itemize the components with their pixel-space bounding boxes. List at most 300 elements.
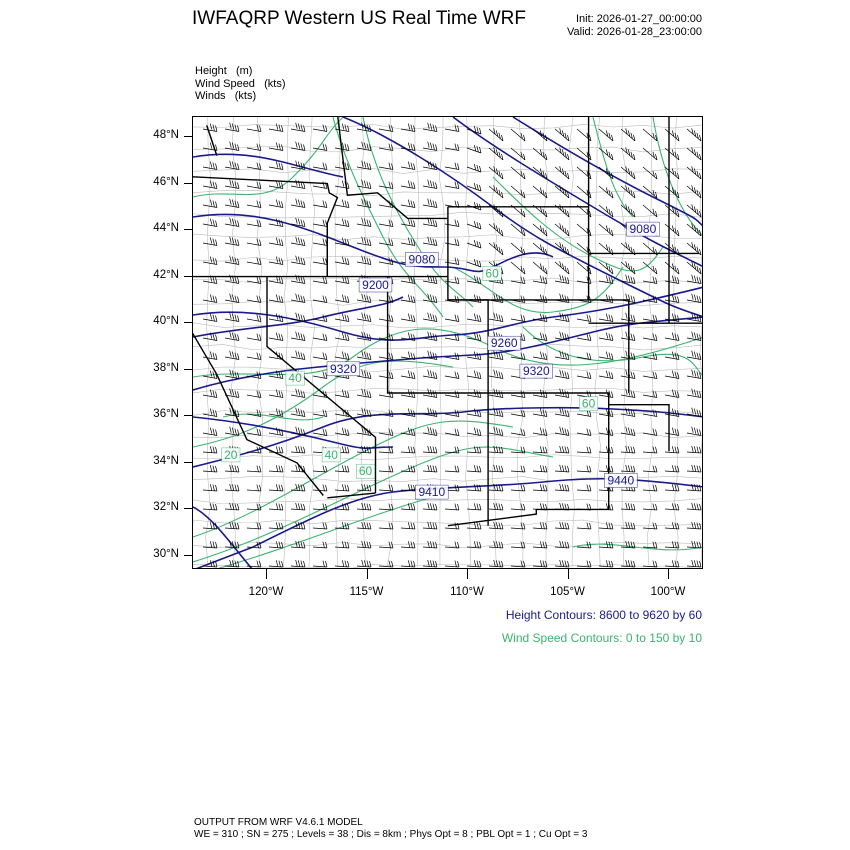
lat-tick	[184, 183, 192, 184]
wind-speed-contour	[193, 421, 513, 537]
wind-barb	[269, 200, 283, 208]
wind-barb	[357, 503, 371, 510]
wind-barb	[445, 125, 459, 132]
wind-barb	[599, 295, 613, 303]
wind-barb	[313, 561, 327, 567]
wind-barb	[225, 332, 239, 341]
wind-barb	[533, 428, 547, 436]
lon-tick	[367, 569, 368, 579]
wind-barb	[665, 276, 679, 284]
lat-tick	[184, 508, 192, 509]
lat-tick-label: 42°N	[153, 268, 179, 281]
state-border	[448, 509, 536, 525]
wind-barb	[533, 167, 547, 179]
map-panel	[192, 116, 703, 569]
height-contour-label: 9080	[629, 222, 657, 237]
footer-model: OUTPUT FROM WRF V4.6.1 MODEL	[194, 817, 363, 828]
height-contour-label: 9440	[607, 473, 635, 488]
county-line	[674, 117, 678, 567]
wind-barb	[555, 484, 569, 491]
wind-barb	[225, 180, 239, 189]
wind-barb	[599, 314, 613, 322]
wind-barb	[511, 429, 525, 436]
wind-barb	[687, 351, 701, 360]
wind-barb	[445, 504, 459, 510]
lat-tick-label: 32°N	[153, 501, 179, 514]
wind-barb	[291, 123, 305, 132]
wind-barb	[313, 334, 327, 341]
wind-barb	[555, 522, 569, 529]
wind-barb	[203, 484, 217, 491]
wind-barb	[247, 353, 261, 360]
wind-barb	[423, 161, 437, 170]
wind-barb	[401, 541, 415, 548]
lon-tick-label: 105°W	[550, 586, 585, 598]
wind-barb	[665, 503, 679, 510]
wind-barb	[313, 201, 327, 208]
wind-barb	[445, 239, 459, 246]
footer-config: WE = 310 ; SN = 275 ; Levels = 38 ; Dis = 8km ; Phys Opt = 8 ; PBL Opt = 1 ; Cu Opt = 3	[194, 828, 588, 840]
height-contour	[193, 297, 403, 337]
wind-barb	[313, 296, 327, 303]
wind-barb	[379, 485, 393, 491]
lon-tick-label: 120°W	[248, 586, 284, 598]
wind-barb	[379, 163, 393, 170]
wind-barb	[467, 371, 481, 379]
wind-barb	[247, 315, 261, 322]
wind-barb	[555, 560, 569, 567]
wind-barb	[269, 333, 283, 341]
wind-barb	[665, 129, 679, 141]
height-contour-label: 9410	[418, 485, 446, 500]
county-line	[595, 117, 601, 567]
wind-barb	[687, 147, 701, 160]
wind-barb	[577, 353, 591, 360]
lat-tick	[184, 322, 192, 323]
wind-barb	[555, 427, 569, 436]
wind-barb	[511, 391, 525, 398]
wind-barb	[313, 353, 327, 360]
wind-barb	[467, 465, 481, 472]
lat-tick	[184, 136, 192, 137]
wind-barb	[643, 315, 657, 322]
wind-barb	[445, 372, 459, 379]
wind-barb	[445, 163, 459, 170]
wind-barb	[291, 560, 305, 567]
wind-barb	[665, 262, 679, 274]
wind-barb	[599, 465, 613, 472]
wind-barb	[379, 220, 393, 227]
wind-barb	[467, 560, 481, 567]
county-line	[439, 117, 445, 567]
lat-tick	[184, 555, 192, 556]
wind-barb	[665, 333, 679, 341]
wind-barb	[665, 541, 679, 548]
wind-barb	[269, 503, 283, 510]
wind-barb	[313, 125, 327, 132]
wind-barb	[555, 128, 569, 141]
wind-barb	[687, 446, 701, 453]
wind-barb	[335, 257, 349, 265]
wind-barb	[665, 224, 679, 236]
wind-barb	[225, 218, 239, 227]
wind-barb	[511, 504, 525, 510]
wind-contour-label: 20	[224, 447, 238, 462]
wind-barb	[621, 204, 635, 217]
wind-barb	[379, 429, 393, 436]
wind-barb	[247, 561, 261, 567]
wind-barb	[511, 277, 525, 284]
wind-barb	[401, 314, 415, 322]
wind-barb	[643, 447, 657, 453]
wind-barb	[555, 223, 569, 236]
wind-barb	[379, 523, 393, 529]
height-contour-note: Height Contours: 8600 to 9620 by 60	[505, 608, 702, 622]
wind-barb	[533, 465, 547, 472]
wind-barb	[379, 466, 393, 472]
wind-barb	[269, 124, 283, 132]
wind-contour-label: 40	[288, 371, 302, 386]
wind-barb	[291, 142, 305, 151]
wind-barb	[577, 315, 591, 322]
wind-barb	[357, 256, 371, 265]
wind-barb	[511, 315, 525, 322]
wind-barb	[467, 145, 481, 153]
county-line	[647, 117, 653, 567]
wind-barb	[247, 258, 261, 265]
wind-barb	[423, 199, 437, 208]
wind-barb	[313, 258, 327, 265]
wind-barb	[203, 314, 217, 322]
wind-barb	[291, 351, 305, 360]
wind-barb	[445, 466, 459, 472]
wind-barb	[577, 523, 591, 529]
wind-barb	[687, 541, 701, 548]
wind-barb	[643, 485, 657, 491]
wind-barb	[621, 351, 635, 360]
wind-barb	[489, 313, 503, 322]
lat-tick-label: 46°N	[153, 175, 179, 188]
county-line	[193, 455, 703, 460]
wind-barb	[643, 148, 657, 160]
wind-barb	[687, 185, 701, 198]
wind-barb	[445, 315, 459, 322]
wind-barb	[599, 333, 613, 341]
wind-barb	[335, 560, 349, 567]
wind-barb	[555, 446, 569, 453]
wind-barb	[247, 466, 261, 472]
lon-tick-label: 110°W	[450, 586, 484, 598]
wind-barb	[357, 218, 371, 227]
height-contour	[193, 408, 703, 467]
wind-barb	[533, 352, 547, 360]
wind-barb	[423, 180, 437, 189]
wind-barb	[489, 465, 503, 472]
wind-barb	[445, 561, 459, 567]
lat-tick	[184, 462, 192, 463]
wind-barb	[313, 239, 327, 246]
wind-barb	[555, 465, 569, 472]
wind-barb	[555, 294, 569, 303]
wind-barb	[203, 428, 217, 436]
wind-barb	[335, 200, 349, 208]
wind-barb	[511, 466, 525, 472]
wind-barb	[291, 503, 305, 510]
wind-barb	[599, 446, 613, 453]
wind-barb	[577, 372, 591, 379]
wind-barb	[291, 256, 305, 265]
wind-barb	[335, 352, 349, 360]
wind-barb	[599, 352, 613, 360]
wind-barb	[203, 238, 217, 246]
wind-barb	[643, 542, 657, 548]
wind-barb	[335, 219, 349, 227]
wind-barb	[687, 166, 701, 179]
wind-barb	[445, 182, 459, 189]
wind-barb	[225, 142, 239, 151]
wind-barb	[577, 466, 591, 472]
wind-barb	[335, 162, 349, 170]
wind-barb	[533, 446, 547, 453]
height-contour-label: 9200	[362, 278, 389, 292]
wind-barb	[401, 522, 415, 529]
wind-barb	[225, 351, 239, 360]
wind-barb	[247, 239, 261, 246]
wind-barb	[313, 466, 327, 472]
wind-speed-contour	[213, 497, 433, 569]
wind-contour-label: 60	[485, 266, 499, 281]
wind-barb	[247, 201, 261, 208]
height-contour-label: 9080	[408, 252, 436, 267]
wind-barb	[665, 484, 679, 491]
wind-barb	[401, 446, 415, 453]
wind-barb	[291, 199, 305, 208]
wind-barb	[423, 541, 437, 548]
wind-barb	[225, 237, 239, 246]
wind-barb	[291, 180, 305, 189]
height-contour	[193, 214, 553, 271]
wind-barb	[599, 409, 613, 417]
wind-barb	[555, 541, 569, 548]
wind-barb	[313, 163, 327, 170]
wind-barb	[533, 262, 547, 274]
wind-barb	[313, 410, 327, 417]
lon-tick	[568, 569, 569, 579]
wind-barb	[291, 313, 305, 322]
wind-barb	[269, 465, 283, 472]
wind-contour-label: 40	[324, 447, 338, 462]
county-line	[569, 117, 574, 567]
wind-barb	[379, 504, 393, 510]
wind-barb	[467, 164, 481, 172]
run-times	[567, 13, 702, 39]
wind-barb	[643, 466, 657, 472]
wind-barb	[379, 391, 393, 398]
wind-barb	[577, 485, 591, 491]
wind-barb	[555, 370, 569, 379]
wind-barb	[445, 220, 459, 227]
wind-barb	[489, 185, 503, 198]
wind-barb	[203, 219, 217, 227]
wind-barb	[489, 147, 503, 160]
wind-barb	[269, 541, 283, 548]
lon-tick	[266, 569, 267, 579]
wind-contour-note: Wind Speed Contours: 0 to 150 by 10	[501, 631, 702, 645]
wind-barb	[423, 560, 437, 567]
wind-barb	[203, 465, 217, 472]
lat-tick	[184, 369, 192, 370]
wind-barb	[687, 503, 701, 510]
wind-barb	[467, 484, 481, 491]
wind-barb	[269, 238, 283, 246]
state-border	[193, 177, 337, 277]
init-time: Init: 2026-01-27_00:00:00	[576, 13, 702, 25]
wind-barb	[621, 427, 635, 436]
wind-barb	[313, 504, 327, 510]
wind-barb	[687, 389, 701, 398]
wind-barb	[423, 465, 437, 472]
wind-barb	[687, 522, 701, 529]
wind-barb	[467, 428, 481, 436]
wind-barb	[401, 124, 415, 132]
wind-barb	[643, 504, 657, 510]
wind-barb	[467, 221, 481, 229]
wind-barb	[511, 296, 525, 303]
wind-barb	[203, 446, 217, 453]
wind-speed-contour	[453, 267, 623, 313]
state-border	[589, 117, 629, 393]
wind-barb	[423, 370, 437, 379]
wind-barb	[269, 484, 283, 491]
height-contour	[193, 154, 343, 177]
county-line	[193, 366, 703, 372]
wind-barb	[225, 465, 239, 472]
lat-tick-label: 38°N	[153, 361, 179, 374]
wind-barb	[247, 485, 261, 491]
wind-barb	[533, 560, 547, 567]
wind-barb	[225, 161, 239, 170]
wind-barb	[401, 295, 415, 303]
wind-barb	[269, 409, 283, 417]
lat-tick-label: 36°N	[153, 408, 179, 421]
wind-barb	[621, 313, 635, 322]
wind-barb	[511, 167, 525, 179]
wind-barb	[599, 129, 613, 141]
wind-barb	[599, 148, 613, 160]
wind-barb	[401, 371, 415, 379]
wind-barb	[379, 353, 393, 360]
county-line	[206, 117, 211, 567]
county-line	[543, 117, 548, 567]
wind-barb	[665, 148, 679, 160]
wind-barb	[423, 427, 437, 436]
wind-barb	[335, 314, 349, 322]
county-line	[193, 124, 703, 129]
wind-barb	[665, 428, 679, 436]
wind-barb	[379, 372, 393, 379]
wind-barb	[379, 561, 393, 567]
wind-barb	[599, 428, 613, 436]
height-contour-label: 9320	[522, 364, 550, 379]
map-canvas	[193, 117, 703, 569]
wind-barb	[269, 390, 283, 398]
wind-barb	[533, 186, 547, 198]
lon-tick	[467, 569, 468, 579]
wind-barb	[599, 371, 613, 379]
wind-barb	[511, 243, 525, 255]
wind-barb	[621, 370, 635, 379]
lon-tick	[668, 569, 669, 579]
wind-barb	[555, 166, 569, 179]
wind-barb	[247, 182, 261, 189]
wind-barb	[489, 166, 503, 179]
lat-tick-label: 48°N	[153, 128, 179, 141]
lat-tick-label: 30°N	[153, 548, 179, 560]
wind-barb	[687, 261, 701, 274]
wind-barb	[621, 446, 635, 453]
wind-barb	[247, 125, 261, 132]
wind-barb	[577, 447, 591, 453]
wind-barb	[335, 484, 349, 491]
lat-tick	[184, 229, 192, 230]
wind-barb	[423, 142, 437, 151]
wind-barb	[203, 295, 217, 303]
wind-barb	[511, 485, 525, 491]
wind-barb	[665, 446, 679, 453]
wind-barb	[643, 334, 657, 341]
wind-barb	[599, 167, 613, 179]
wind-barb	[247, 334, 261, 341]
lat-tick	[184, 276, 192, 277]
wind-barb	[577, 429, 591, 436]
wind-barb	[511, 129, 525, 141]
field-wind-speed: Wind Speed (kts)	[195, 77, 286, 90]
field-height: Height (m)	[195, 65, 253, 77]
wind-barb	[467, 503, 481, 510]
wind-barb	[687, 128, 701, 141]
wind-barb	[489, 370, 503, 379]
wind-barb	[445, 258, 459, 265]
wind-barb	[621, 503, 635, 510]
wind-barb	[555, 351, 569, 360]
wind-barb	[687, 465, 701, 472]
field-winds: Winds (kts)	[195, 90, 257, 102]
wind-barb	[533, 295, 547, 303]
wind-barb	[489, 427, 503, 436]
height-contour-label: 9260	[490, 336, 518, 351]
wind-barb	[401, 162, 415, 170]
wind-barb	[225, 199, 239, 208]
wind-barb	[423, 123, 437, 132]
wind-barb	[379, 182, 393, 189]
wind-barb	[445, 447, 459, 453]
wind-barb	[291, 389, 305, 398]
height-contour-label: 9320	[330, 361, 357, 376]
wind-barb	[511, 262, 525, 274]
wind-barb	[665, 465, 679, 472]
wind-barb	[533, 484, 547, 491]
wind-barb	[489, 541, 503, 548]
wind-barb	[423, 446, 437, 453]
wind-barb	[511, 523, 525, 529]
wind-barb	[599, 560, 613, 567]
wind-barb	[643, 129, 657, 141]
wind-barb	[203, 162, 217, 170]
plot-title: IWFAQRP Western US Real Time WRF	[192, 8, 526, 29]
wind-barb	[379, 315, 393, 322]
wind-barb	[445, 391, 459, 398]
wind-barb	[555, 261, 569, 274]
